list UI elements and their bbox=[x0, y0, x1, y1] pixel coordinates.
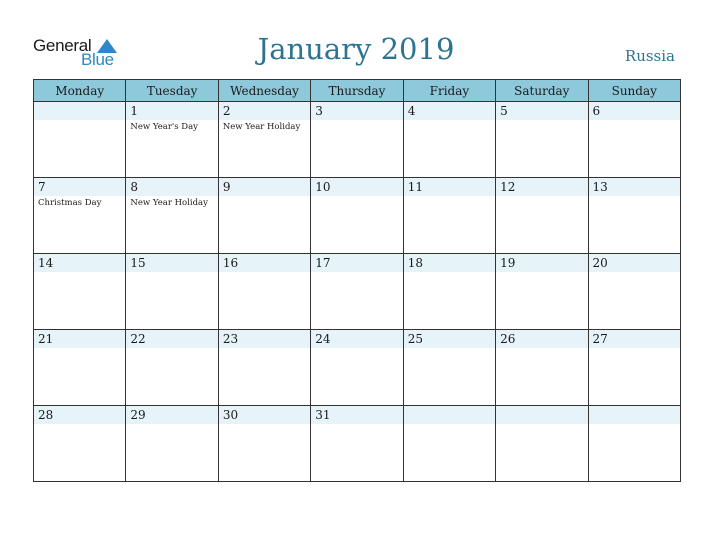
day-cell bbox=[403, 102, 495, 178]
day-number: 2 bbox=[222, 104, 231, 118]
day-cell bbox=[496, 254, 588, 330]
day-cell bbox=[34, 254, 126, 330]
week-row bbox=[34, 406, 681, 482]
day-cell bbox=[34, 178, 126, 254]
day-number: 16 bbox=[222, 256, 239, 270]
day-cell bbox=[403, 406, 495, 482]
day-cell bbox=[311, 406, 403, 482]
day-number: 22 bbox=[130, 332, 146, 346]
day-number: 21 bbox=[38, 332, 54, 346]
day-number: 27 bbox=[592, 332, 608, 346]
weekday-header: Monday bbox=[34, 80, 126, 102]
day-number: 23 bbox=[222, 332, 239, 346]
brand-name-blue: Blue bbox=[81, 50, 114, 69]
day-cell bbox=[496, 330, 588, 406]
day-cell bbox=[311, 102, 403, 178]
day-cell bbox=[588, 102, 680, 178]
day-cell bbox=[34, 406, 126, 482]
day-number: 20 bbox=[592, 256, 608, 270]
day-cell bbox=[311, 330, 403, 406]
day-number: 25 bbox=[407, 332, 423, 346]
calendar-title: January 2019 bbox=[257, 32, 455, 66]
day-cell bbox=[588, 254, 680, 330]
day-cell bbox=[126, 178, 218, 254]
brand-name-general: General bbox=[33, 36, 92, 55]
holiday-label: Christmas Day bbox=[38, 198, 102, 208]
day-number: 26 bbox=[500, 332, 516, 346]
day-number: 7 bbox=[38, 180, 46, 194]
day-number: 24 bbox=[315, 332, 331, 346]
day-number: 13 bbox=[592, 180, 608, 194]
day-cell bbox=[496, 406, 588, 482]
day-cell bbox=[588, 178, 680, 254]
weekday-header: Saturday bbox=[496, 80, 588, 102]
day-number: 18 bbox=[407, 256, 423, 270]
day-number: 5 bbox=[500, 104, 508, 118]
day-number: 19 bbox=[500, 256, 516, 270]
day-cell bbox=[34, 102, 126, 178]
day-cell bbox=[126, 102, 218, 178]
day-cell bbox=[588, 406, 680, 482]
day-cell bbox=[218, 406, 310, 482]
day-number: 14 bbox=[38, 256, 54, 270]
week-row bbox=[34, 178, 681, 254]
day-cell bbox=[126, 330, 218, 406]
weekday-header: Tuesday bbox=[126, 80, 218, 102]
day-number: 10 bbox=[315, 180, 331, 194]
day-cell bbox=[218, 330, 310, 406]
day-cell bbox=[218, 254, 310, 330]
week-row bbox=[34, 330, 681, 406]
day-number: 15 bbox=[130, 256, 146, 270]
weekday-header: Friday bbox=[403, 80, 495, 102]
day-cell bbox=[403, 178, 495, 254]
day-number: 9 bbox=[222, 180, 231, 194]
weekday-header-row bbox=[34, 80, 681, 102]
week-row bbox=[34, 254, 681, 330]
day-number: 1 bbox=[130, 104, 139, 118]
day-number: 12 bbox=[500, 180, 516, 194]
day-cell bbox=[311, 178, 403, 254]
day-number: 17 bbox=[315, 256, 331, 270]
day-number: 8 bbox=[130, 180, 139, 194]
day-number: 3 bbox=[315, 104, 323, 118]
day-cell bbox=[496, 178, 588, 254]
weekday-header: Thursday bbox=[311, 80, 403, 102]
day-cell bbox=[218, 102, 310, 178]
week-row bbox=[34, 102, 681, 178]
day-number: 11 bbox=[407, 180, 423, 194]
calendar-grid bbox=[33, 79, 681, 482]
holiday-label: New Year Holiday bbox=[130, 198, 208, 208]
day-number: 28 bbox=[38, 408, 54, 422]
day-number: 31 bbox=[315, 408, 331, 422]
day-number: 30 bbox=[222, 408, 239, 422]
day-cell bbox=[588, 330, 680, 406]
day-number: 29 bbox=[130, 408, 146, 422]
day-cell bbox=[496, 102, 588, 178]
weekday-header: Sunday bbox=[588, 80, 680, 102]
day-cell bbox=[403, 330, 495, 406]
holiday-label: New Year Holiday bbox=[222, 122, 301, 132]
day-number: 4 bbox=[407, 104, 416, 118]
day-cell bbox=[311, 254, 403, 330]
day-cell bbox=[403, 254, 495, 330]
day-cell bbox=[126, 254, 218, 330]
holiday-label: New Year's Day bbox=[130, 122, 198, 132]
weekday-header: Wednesday bbox=[218, 80, 310, 102]
country-label: Russia bbox=[624, 47, 675, 65]
day-number: 6 bbox=[592, 104, 601, 118]
day-cell bbox=[126, 406, 218, 482]
day-cell bbox=[34, 330, 126, 406]
day-cell bbox=[218, 178, 310, 254]
